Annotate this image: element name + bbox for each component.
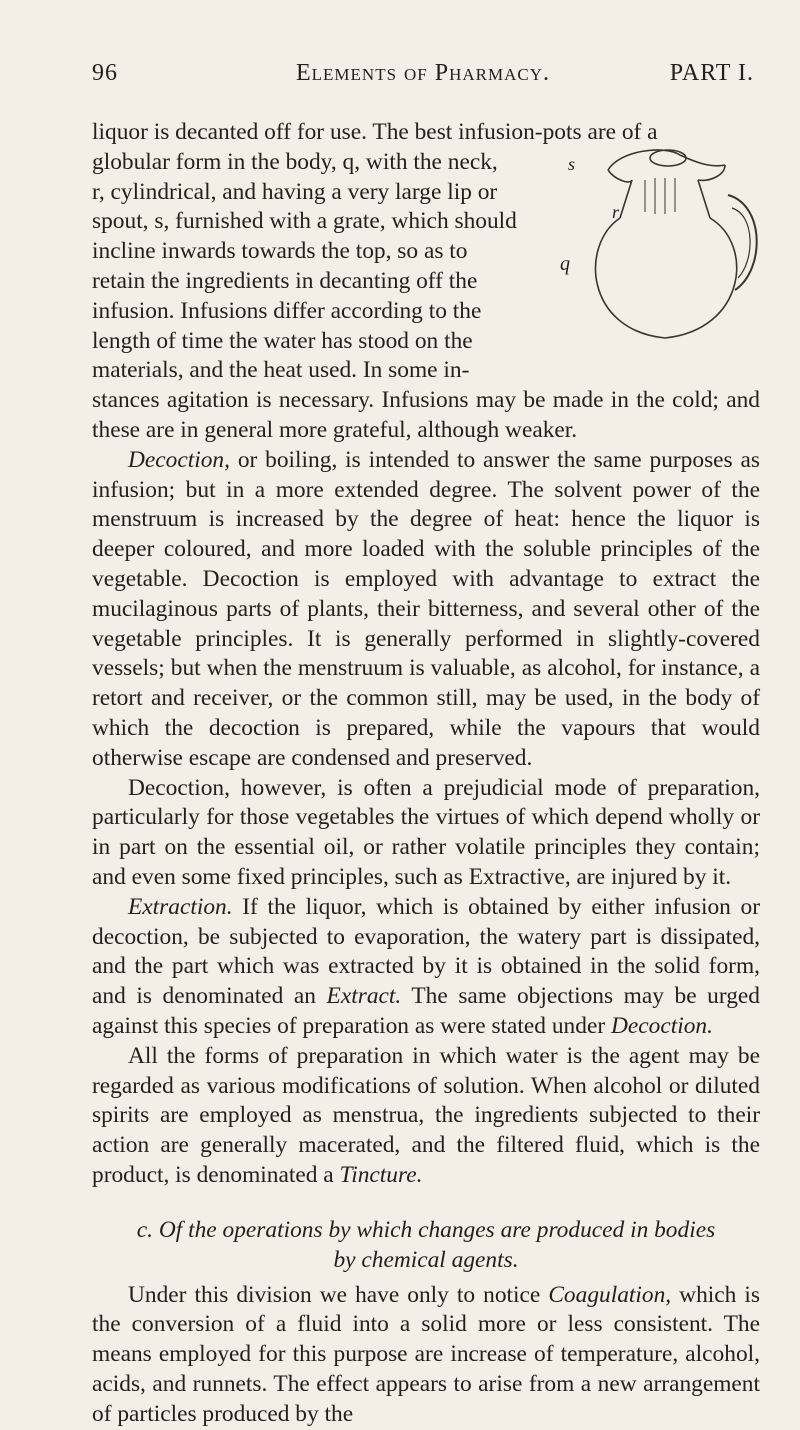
figure-label-s: s bbox=[568, 154, 576, 174]
running-title: Elements of Pharmacy. bbox=[295, 60, 551, 86]
figure-label-q: q bbox=[560, 253, 570, 275]
text-line: length of time the water has stood on the bbox=[92, 327, 473, 354]
text-line: infusion. Infusions differ according to the bbox=[92, 297, 482, 324]
text-line: r, cylindrical, and having a very large lip or bbox=[92, 178, 498, 205]
page-number: 96 bbox=[92, 60, 118, 86]
section-heading-c: c. Of the operations by which changes are produced in bodies by chemical agents. bbox=[136, 1216, 716, 1273]
figure-label-r: r bbox=[612, 202, 620, 222]
term-decoction-ref: Decoction. bbox=[610, 1012, 713, 1039]
text-line: spout, s, furnished with a grate, which should bbox=[92, 208, 517, 235]
text-line: globular form in the body, q, with the neck, bbox=[92, 148, 498, 175]
term-extraction: Extraction. bbox=[128, 893, 233, 920]
paragraph-decoction-2: Decoction, however, is often a prejudicial mode of preparation, particularly for those vegetables the virtues of which depend wholly or in part on the essential oil, or rather volatile principles they contain; and even some fixed principles, such as Extractive, are injured by it. bbox=[92, 774, 760, 890]
term-coagulation: Coagulation, bbox=[548, 1281, 672, 1308]
main-text bbox=[92, 118, 760, 1430]
text-line: liquor is decanted off for use. The best infusion-pots are of a bbox=[92, 119, 658, 145]
text-line: retain the ingredients in decanting off the bbox=[92, 267, 478, 294]
paragraph-infusion-end: stances agitation is necessary. Infusions may be made in the cold; and these are in general more grateful, although weaker. bbox=[92, 387, 760, 443]
term-extract: Extract. bbox=[326, 983, 402, 1010]
paragraph-coagulation: Under this division we have only to notice Coagulation, which is the conversion of a fluid into a solid more or less consistent. The means employed for this purpose are increase of temperature, alcohol, acids, and runnets. The effect appears to arise from a new arrangement of particles produced by the bbox=[92, 1281, 760, 1427]
running-header bbox=[92, 60, 754, 100]
paragraph-extraction: Extraction. If the liquor, which is obtained by either infusion or decoction, be subjected to evaporation, the watery part is dissipated, and the part which was extracted by it is obtained in the solid form, and is denominated an Extract. The same objections may be urged against this species of preparation as were stated under Decoction. bbox=[92, 893, 760, 1039]
term-tincture: Tincture. bbox=[339, 1161, 423, 1188]
paragraph-decoction: Decoction, or boiling, is intended to answer the same purposes as infusion; but in a more extended degree. The solvent power of the menstruum is increased by the degree of heat: hence the liquor is deeper coloured, and more loaded with the soluble principles of the vegetable. Decoction is employed with advantage to extract the mucilaginous parts of plants, their bitterness, and several other of the vegetable principles. It is generally performed in slightly-covered vessels; but when the menstruum is valuable, as alcohol, for instance, a retort and receiver, or the common still, may be used, in the body of which the decoction is prepared, while the vapours that would otherwise escape are condensed and preserved. bbox=[92, 446, 760, 771]
term-decoction: Decoction, bbox=[128, 446, 230, 473]
text-line: materials, and the heat used. In some in- bbox=[92, 357, 470, 384]
part-label: PART I. bbox=[669, 60, 754, 86]
text-line: incline inwards towards the top, so as to bbox=[92, 238, 468, 265]
paragraph-solution: All the forms of preparation in which water is the agent may be regarded as various modifications of solution. When alcohol or diluted spirits are employed as menstrua, the ingredients subjected to their action are generally macerated, and the filtered fluid, which is the product, is denominated a Tincture. bbox=[92, 1042, 760, 1188]
